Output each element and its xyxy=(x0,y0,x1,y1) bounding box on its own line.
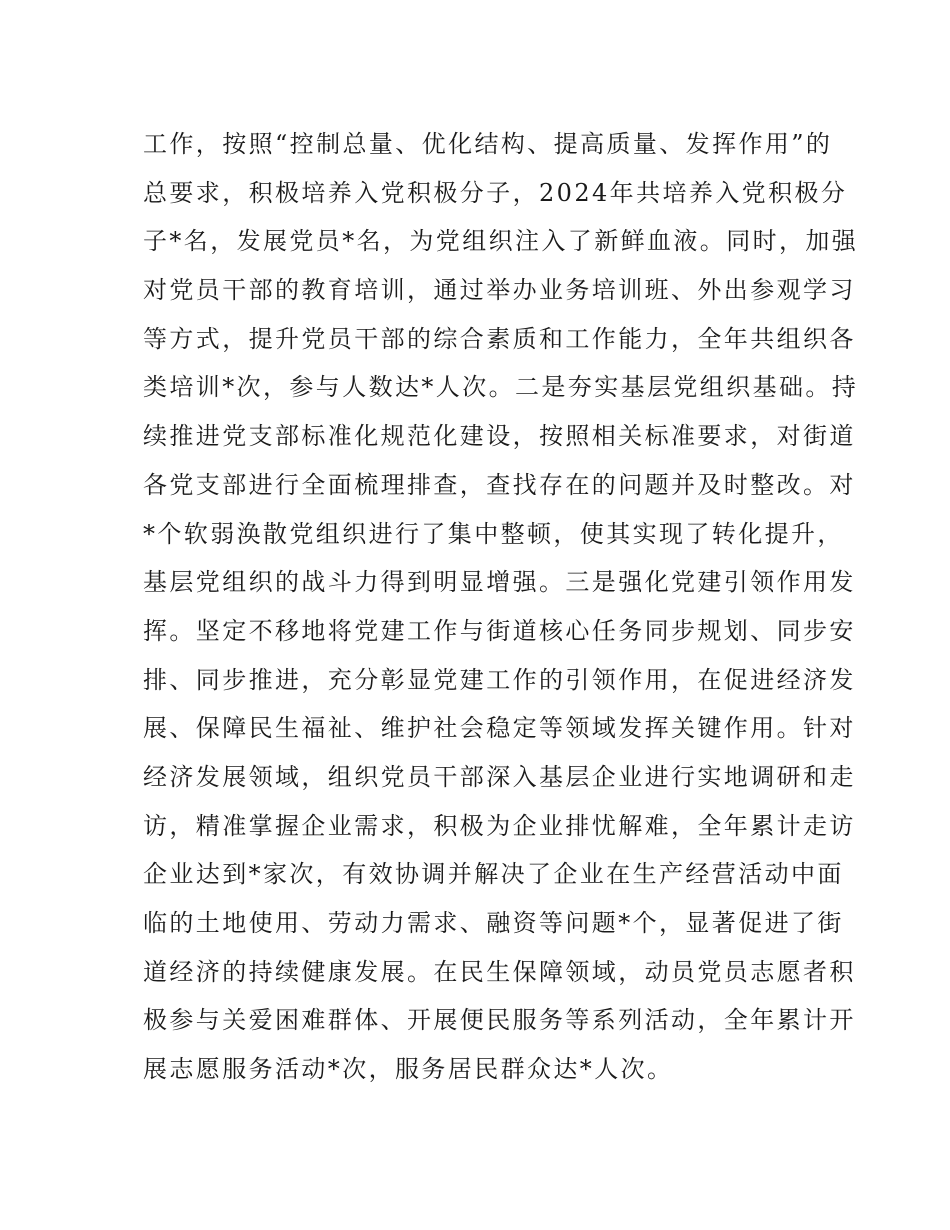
text-line: *个软弱涣散党组织进行了集中整顿，使其实现了转化提升， xyxy=(143,519,844,548)
text-line: 总要求，积极培养入党积极分子，2024年共培养入党积极分 xyxy=(143,178,848,207)
text-line: 工作，按照“控制总量、优化结构、提高质量、发挥作用”的 xyxy=(143,130,833,158)
text-line: 各党支部进行全面梳理排查，查找存在的问题并及时整改。对 xyxy=(143,470,856,499)
text-line: 基层党组织的战斗力得到明显增强。三是强化党建引领作用发 xyxy=(143,568,856,597)
text-line: 等方式，提升党员干部的综合素质和工作能力，全年共组织各 xyxy=(143,324,856,353)
text-line: 经济发展领域，组织党员干部深入基层企业进行实地调研和走 xyxy=(143,762,856,791)
text-line: 子*名，发展党员*名，为党组织注入了新鲜血液。同时，加强 xyxy=(143,227,859,256)
text-line: 展志愿服务活动*次，服务居民群众达*人次。 xyxy=(143,1055,674,1084)
text-line: 展、保障民生福祉、维护社会稳定等领域发挥关键作用。针对 xyxy=(143,714,856,743)
body-paragraph xyxy=(143,120,859,1094)
text-line: 挥。坚定不移地将党建工作与街道核心任务同步规划、同步安 xyxy=(143,616,856,645)
text-line: 排、同步推进，充分彰显党建工作的引领作用，在促进经济发 xyxy=(143,665,856,694)
text-line: 极参与关爱困难群体、开展便民服务等系列活动，全年累计开 xyxy=(143,1006,856,1035)
text-line: 临的土地使用、劳动力需求、融资等问题*个，显著促进了街 xyxy=(143,909,844,937)
text-line: 访，精准掌握企业需求，积极为企业排忧解难，全年累计走访 xyxy=(143,811,856,840)
text-line: 对党员干部的教育培训，通过举办业务培训班、外出参观学习 xyxy=(143,276,856,305)
text-line: 道经济的持续健康发展。在民生保障领域，动员党员志愿者积 xyxy=(143,957,856,986)
text-line: 企业达到*家次，有效协调并解决了企业在生产经营活动中面 xyxy=(143,860,844,889)
text-line: 类培训*次，参与人数达*人次。二是夯实基层党组织基础。持 xyxy=(143,373,859,402)
text-line: 续推进党支部标准化规范化建设，按照相关标准要求，对街道 xyxy=(143,422,856,451)
